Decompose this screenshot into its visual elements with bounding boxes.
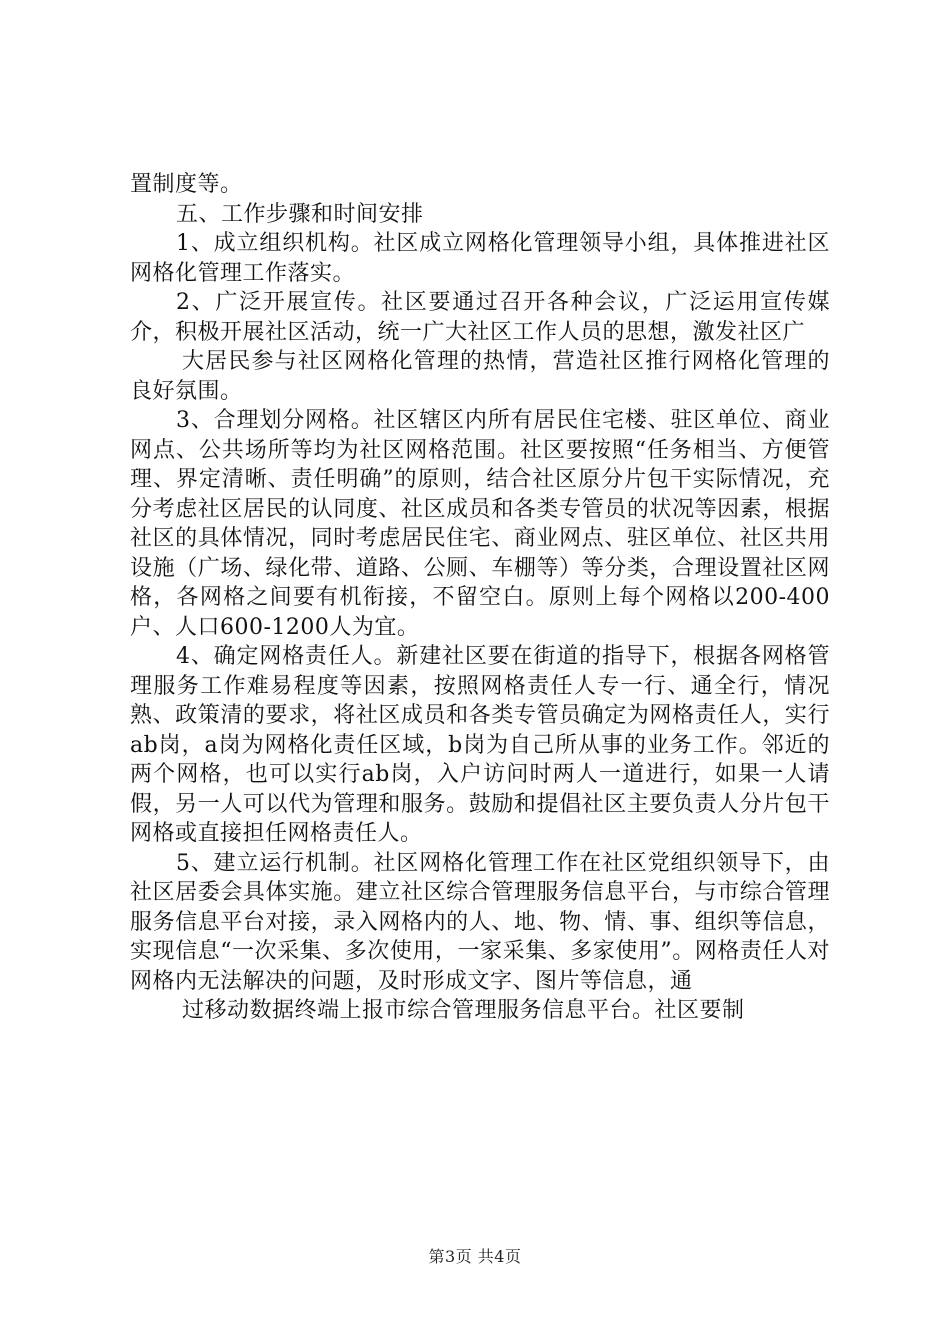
paragraph-step-2: 2、广泛开展宣传。社区要通过召开各种会议，广泛运用宣传媒介，积极开展社区活动，统一广大社区工作人员的思想，激发社区广	[130, 290, 830, 345]
paragraph-step-1: 1、成立组织机构。社区成立网格化管理领导小组，具体推进社区网格化管理工作落实。	[130, 231, 830, 286]
paragraph-step-3: 3、合理划分网格。社区辖区内所有居民住宅楼、驻区单位、商业网点、公共场所等均为社区网格范围。社区要按照“任务相当、方便管理、界定清晰、责任明确”的原则，结合社区原分片包干实际情况，充分考虑社区居民的认同度、社区成员和各类专管员的状况等因素，根据社区的具体情况，同时考虑居民住宅、商业网点、驻区单位、社区共用设施（广场、绿化带、道路、公厕、车棚等）等分类，合理设置社区网格，各网格之间要有机衔接，不留空白。原则上每个网格以200-400户、人口600-1200人为宜。	[130, 408, 830, 640]
paragraph-step-2-continued: 大居民参与社区网格化管理的热情，营造社区推行网格化管理的良好氛围。	[130, 349, 830, 404]
paragraph-step-4: 4、确定网格责任人。新建社区要在街道的指导下，根据各网格管理服务工作难易程度等因素，按照网格责任人专一行、通全行，情况熟、政策清的要求，将社区成员和各类专管员确定为网格责任人，实行ab岗，a岗为网格化责任区域，b岗为自己所从事的业务工作。邻近的两个网格，也可以实行ab岗，入户访问时两人一道进行，如果一人请假，另一人可以代为管理和服务。鼓励和提倡社区主要负责人分片包干网格或直接担任网格责任人。	[130, 644, 830, 846]
document-body	[130, 170, 830, 1026]
paragraph-step-5-continued: 过移动数据终端上报市综合管理服务信息平台。社区要制	[182, 998, 745, 1023]
paragraph-step-5: 5、建立运行机制。社区网格化管理工作在社区党组织领导下，由社区居委会具体实施。建立社区综合管理服务信息平台，与市综合管理服务信息平台对接，录入网格内的人、地、物、情、事、组织等信息，实现信息“一次采集、多次使用，一家采集、多家使用”。网格责任人对网格内无法解决的问题，及时形成文字、图片等信息，通	[130, 850, 830, 994]
section-heading: 五、工作步骤和时间安排	[176, 201, 424, 227]
paragraph-continuation: 置制度等。	[130, 172, 243, 197]
page-number-footer: 第3页 共4页	[428, 1247, 522, 1266]
